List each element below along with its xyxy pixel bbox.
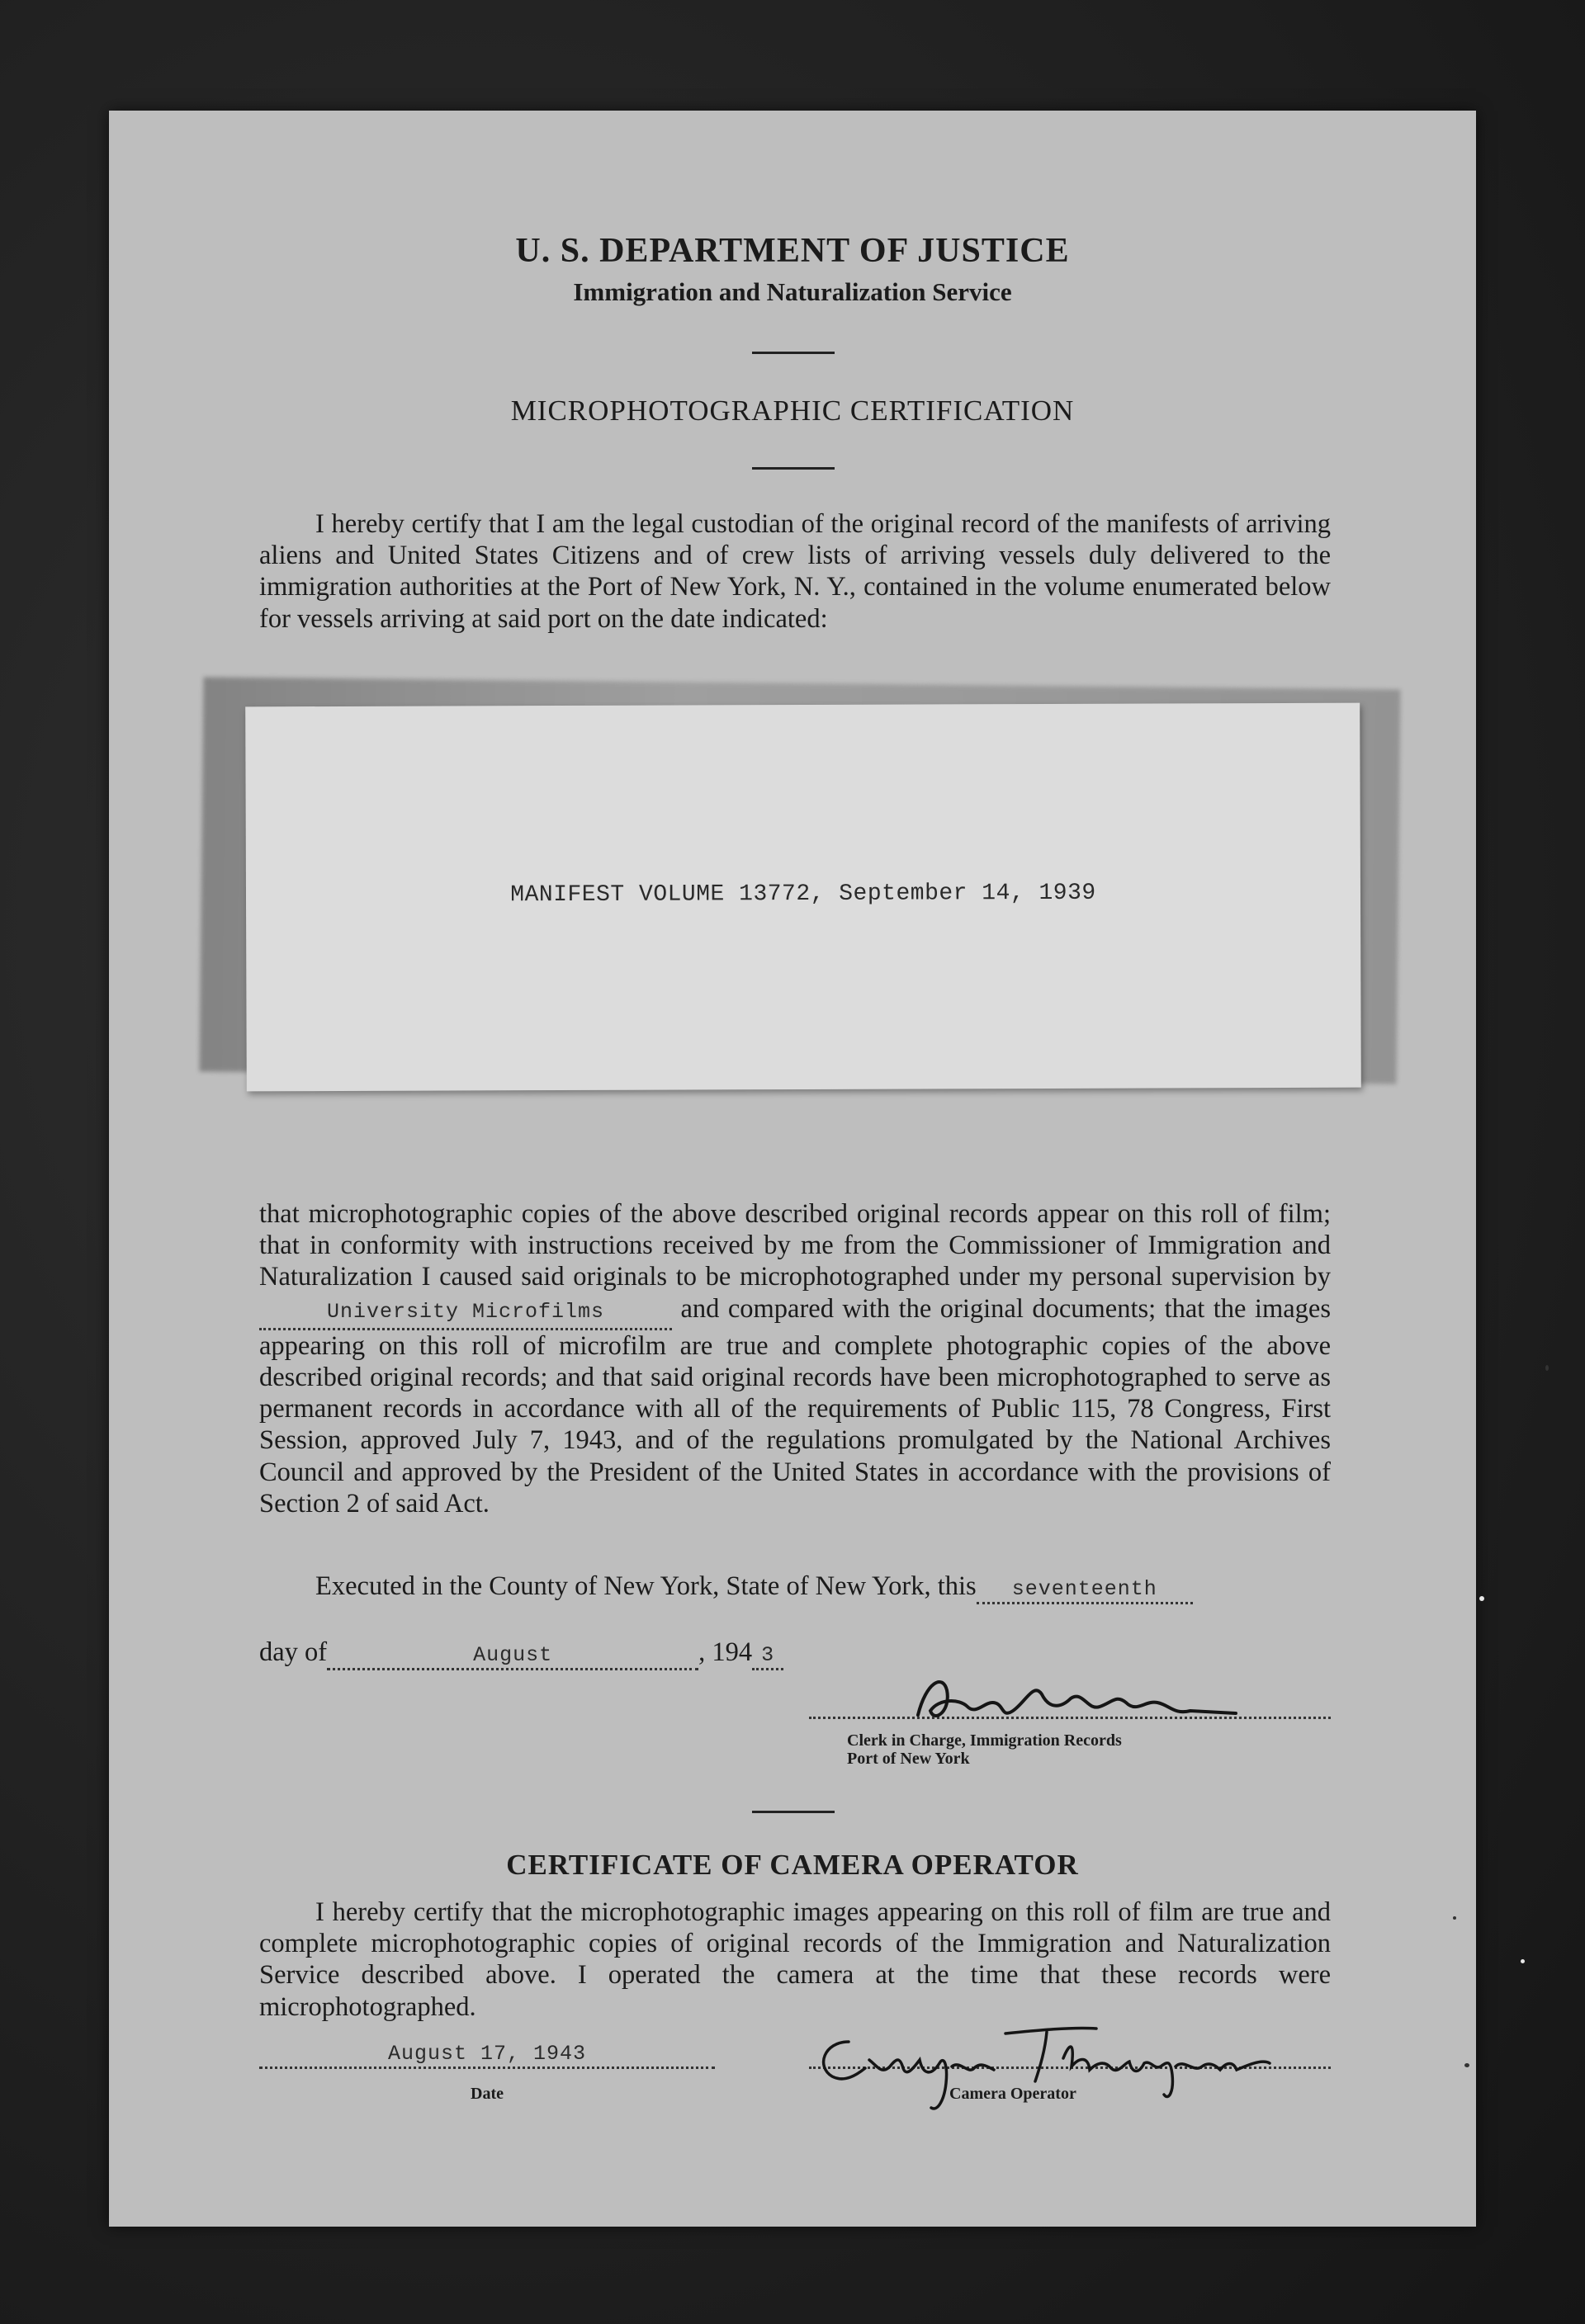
- body-text-after: and compared with the original documents; that the images appearing on this roll of microfilm are true and complete photographic copies of the above described original records; and that said original records have been microphotographed to serve as permanent records in accordance with all of the requirements of Public 115, 78 Congress, First Session, approved July 7, 1943, and of the regulations promulgated by the National Archives Council and approved by the President of the United States in accordance with the provisions of Section 2 of said Act.: [259, 1293, 1331, 1519]
- year-prefix: , 194: [698, 1637, 753, 1667]
- microfilmer-field: [259, 1293, 672, 1330]
- year-digit: 3: [761, 1643, 775, 1667]
- camera-statement: I hereby certify that the microphotographic images appearing on this roll of film are true and complete microphotographic copies of original records of the Immigration and Naturalization Service described above. I operated the camera at the time that these records were microphotographed.: [259, 1897, 1331, 2022]
- camera-operator-label: Camera Operator: [949, 2085, 1076, 2103]
- manifest-volume-text: MANIFEST VOLUME 13772, September 14, 1939: [510, 880, 1096, 909]
- body-text-before: that microphotographic copies of the above described original records appear on this roll of film; that in conformity with instructions received by me from the Commissioner of Immigration and Naturalization I caused said originals to be microphotographed under my personal supervision by: [259, 1199, 1331, 1292]
- certification-body: [259, 1198, 1331, 1519]
- date-label: Date: [471, 2085, 504, 2103]
- dust-speck: [1521, 1959, 1525, 1963]
- clerk-title: [847, 1731, 1122, 1768]
- dust-speck: [1545, 1365, 1549, 1371]
- day-value: seventeenth: [1011, 1577, 1157, 1601]
- manifest-label-card: [245, 703, 1361, 1092]
- day-of-label: day of: [259, 1637, 328, 1667]
- year-field: [752, 1637, 783, 1670]
- month-line: [259, 1637, 783, 1670]
- month-field: [327, 1637, 698, 1670]
- clerk-title-line1: Clerk in Charge, Immigration Records: [847, 1731, 1122, 1750]
- dust-speck: [1464, 2063, 1469, 2067]
- service-subheading: Immigration and Naturalization Service: [573, 277, 1012, 306]
- divider: [752, 467, 835, 470]
- clerk-signature: [910, 1665, 1256, 1731]
- microfilmer-value: University Microfilms: [326, 1299, 605, 1324]
- dust-speck: [1479, 1596, 1484, 1601]
- dust-speck: [1453, 1916, 1456, 1920]
- divider: [752, 1811, 835, 1813]
- clerk-title-line2: Port of New York: [847, 1750, 970, 1768]
- executed-prefix: Executed in the County of New York, State of New York, this: [315, 1571, 977, 1601]
- certification-title: MICROPHOTOGRAPHIC CERTIFICATION: [510, 394, 1075, 427]
- day-field: [977, 1571, 1193, 1604]
- certification-intro: I hereby certify that I am the legal custodian of the original record of the manifests of arriving aliens and United States Citizens and of crew lists of arriving vessels duly delivered to the immigration authorities at the Port of New York, N. Y., contained in the volume enumerated below for vessels arriving at said port on the date indicated:: [259, 509, 1331, 634]
- divider: [752, 352, 835, 354]
- date-value: August 17, 1943: [387, 2042, 587, 2066]
- date-line: [259, 2067, 715, 2069]
- month-value: August: [473, 1643, 553, 1667]
- executed-line: [315, 1571, 1193, 1604]
- certificate-sheet: [109, 111, 1476, 2227]
- department-heading: U. S. DEPARTMENT OF JUSTICE: [515, 232, 1070, 270]
- camera-certificate-title: CERTIFICATE OF CAMERA OPERATOR: [506, 1849, 1079, 1881]
